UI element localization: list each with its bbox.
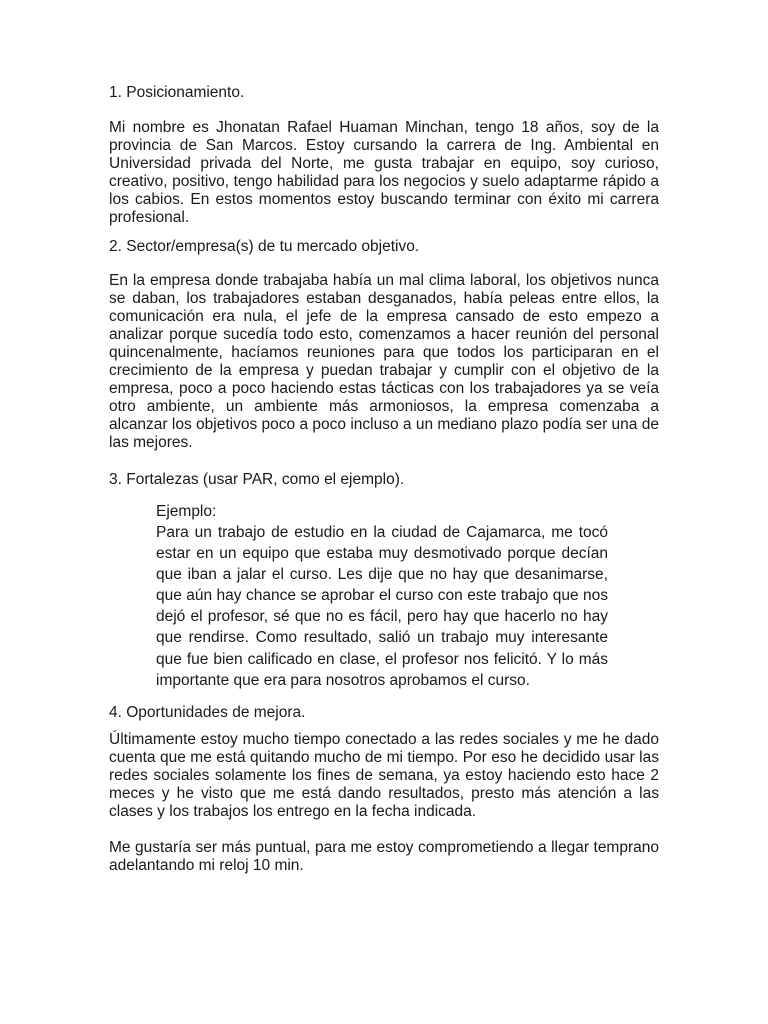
section-2-heading: 2. Sector/empresa(s) de tu mercado objetivo. bbox=[109, 238, 420, 255]
section-4-paragraph-1: Últimamente estoy mucho tiempo conectado a las redes sociales y me he dado cuenta que me está quitando mucho de mi tiempo. Por eso he decidido usar las redes sociales solamente los fines de semana, ya estoy haciendo esto hace 2 meces y he visto que me está dando resultados, presto más atención a las clases y los trabajos los entrego en la fecha indicada. bbox=[109, 730, 659, 820]
document-page bbox=[109, 84, 659, 875]
section-4-heading: 4. Oportunidades de mejora. bbox=[109, 703, 306, 721]
example-label: Ejemplo: bbox=[156, 503, 217, 520]
section-1-heading: 1. Posicionamiento. bbox=[109, 84, 245, 101]
section-1-paragraph: Mi nombre es Jhonatan Rafael Huaman Minchan, tengo 18 años, soy de la provincia de San Marcos. Estoy cursando la carrera de Ing. Ambiental en Universidad privada del Norte, me gusta trabajar en equipo, soy curioso, creativo, positivo, tengo habilidad para los negocios y suelo adaptarme rápido a los cabios. En estos momentos estoy buscando terminar con éxito mi carrera profesional. bbox=[109, 119, 659, 226]
section-4-paragraph-2: Me gustaría ser más puntual, para me estoy comprometiendo a llegar temprano adelantando mi reloj 10 min. bbox=[109, 838, 659, 874]
section-3-heading: 3. Fortalezas (usar PAR, como el ejemplo). bbox=[109, 471, 405, 488]
example-text: Para un trabajo de estudio en la ciudad de Cajamarca, me tocó estar en un equipo que estaba muy desmotivado porque decían que iban a jalar el curso. Les dije que no hay que desanimarse, que aún hay chance se aprobar el curso con este trabajo que nos dejó el profesor, sé que no es fácil, pero hay que hacerlo no hay que rendirse. Como resultado, salió un trabajo muy interesante que fue bien calificado en clase, el profesor nos felicitó. Y lo más importante que era para nosotros aprobamos el curso. bbox=[156, 524, 608, 689]
section-2-paragraph: En la empresa donde trabajaba había un mal clima laboral, los objetivos nunca se daban, los trabajadores estaban desganados, había peleas entre ellos, la comunicación era nula, el jefe de la empresa cansado de esto empezo a analizar porque sucedía todo esto, comenzamos a hacer reunión del personal quincenalmente, hacíamos reuniones para que todos los participaran en el crecimiento de la empresa y puedan trabajar y cumplir con el objetivo de la empresa, poco a poco haciendo estas tácticas con los trabajadores ya se veía otro ambiente, un ambiente más armoniosos, la empresa comenzaba a alcanzar los objetivos poco a poco incluso a un mediano plazo podía ser una de las mejores. bbox=[109, 272, 659, 451]
example-block bbox=[156, 501, 608, 691]
